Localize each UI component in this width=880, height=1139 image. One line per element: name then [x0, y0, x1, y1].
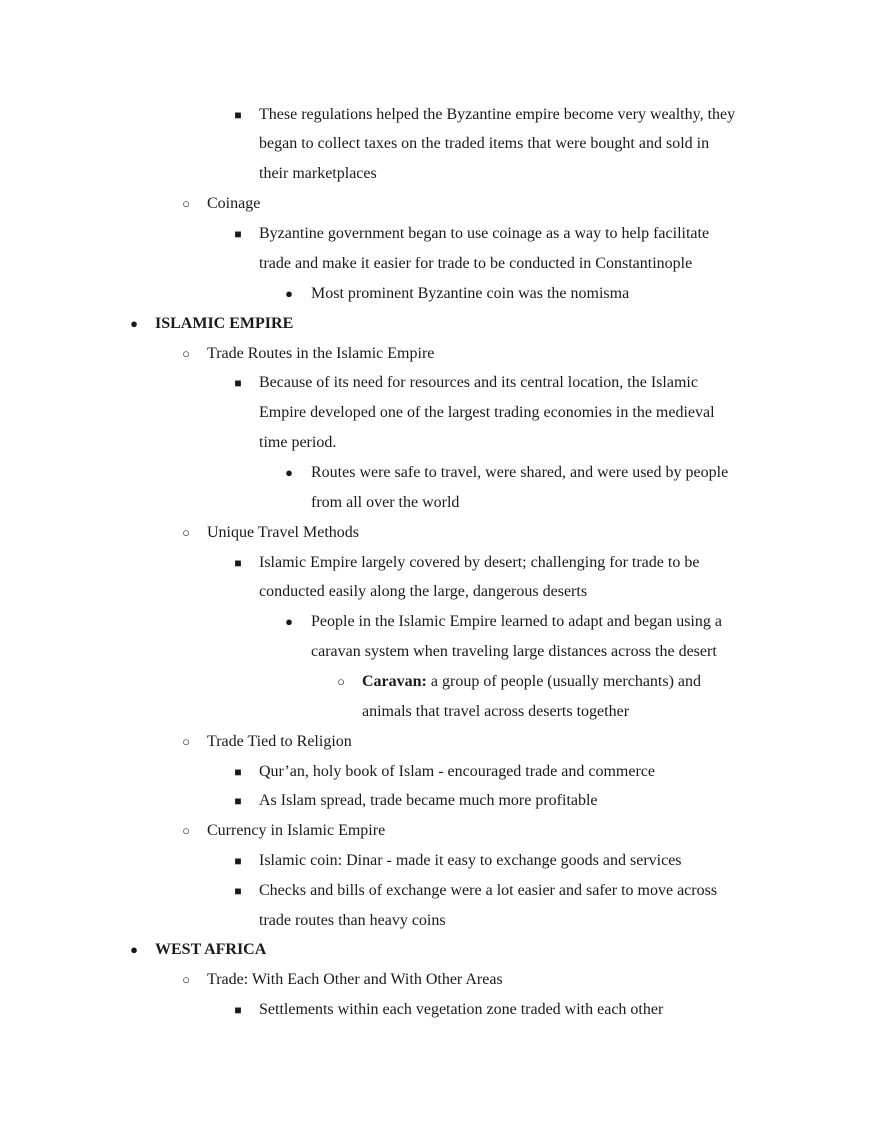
list-item-continuation: time period.	[259, 434, 337, 451]
list-item-continuation: from all over the world	[311, 494, 460, 511]
square-bullet-icon: ■	[234, 227, 242, 241]
list-item-byzantine-regulations: These regulations helped the Byzantine empire become very wealthy, they	[259, 106, 736, 123]
circle-bullet-icon: ○	[182, 972, 190, 987]
list-item-continuation: caravan system when traveling large distances across the desert	[311, 643, 717, 660]
list-item-continuation: trade and make it easier for trade to be conducted in Constantinople	[259, 255, 693, 272]
list-item-religion: Trade Tied to Religion	[207, 733, 352, 750]
section-heading-islamic-empire: ISLAMIC EMPIRE	[155, 315, 294, 332]
section-heading-west-africa: WEST AFRICA	[155, 941, 267, 958]
list-item-quran: Qur’an, holy book of Islam - encouraged trade and commerce	[259, 763, 655, 780]
list-item-continuation: trade routes than heavy coins	[259, 912, 446, 929]
circle-bullet-icon: ○	[182, 525, 190, 540]
list-item-islam-spread: As Islam spread, trade became much more profitable	[259, 792, 598, 809]
caravan-definition-text: a group of people (usually merchants) and	[426, 673, 702, 690]
list-item-currency: Currency in Islamic Empire	[207, 822, 386, 839]
square-bullet-icon: ■	[234, 1003, 242, 1017]
disc-bullet-icon: ●	[285, 286, 293, 301]
disc-bullet-icon: ●	[285, 465, 293, 480]
list-item-safe-routes: Routes were safe to travel, were shared, and were used by people	[311, 464, 729, 481]
circle-bullet-icon: ○	[182, 823, 190, 838]
disc-bullet-icon: ●	[130, 316, 138, 331]
disc-bullet-icon: ●	[130, 942, 138, 957]
circle-bullet-icon: ○	[337, 674, 345, 689]
list-item-central-location: Because of its need for resources and its central location, the Islamic	[259, 374, 698, 391]
circle-bullet-icon: ○	[182, 196, 190, 211]
square-bullet-icon: ■	[234, 794, 242, 808]
list-item-unique-travel: Unique Travel Methods	[207, 524, 359, 541]
list-item-byzantine-government: Byzantine government began to use coinage as a way to help facilitate	[259, 225, 710, 242]
list-item-dinar: Islamic coin: Dinar - made it easy to exchange goods and services	[259, 852, 682, 869]
caravan-term: Caravan:	[362, 673, 427, 690]
square-bullet-icon: ■	[234, 556, 242, 570]
list-item-desert: Islamic Empire largely covered by desert; challenging for trade to be	[259, 554, 700, 571]
list-item-checks: Checks and bills of exchange were a lot easier and safer to move across	[259, 882, 718, 899]
list-item-caravan-definition	[362, 667, 701, 697]
square-bullet-icon: ■	[234, 884, 242, 898]
list-item-trade-routes: Trade Routes in the Islamic Empire	[207, 345, 435, 362]
disc-bullet-icon: ●	[285, 614, 293, 629]
list-item-continuation: began to collect taxes on the traded items that were bought and sold in	[259, 135, 710, 152]
list-item-continuation: conducted easily along the large, dangerous deserts	[259, 583, 588, 600]
circle-bullet-icon: ○	[182, 734, 190, 749]
list-item-nomisma: Most prominent Byzantine coin was the nomisma	[311, 285, 630, 302]
list-item-trade-each-other: Trade: With Each Other and With Other Areas	[207, 971, 503, 988]
square-bullet-icon: ■	[234, 376, 242, 390]
list-item-continuation: Empire developed one of the largest trading economies in the medieval	[259, 404, 715, 421]
square-bullet-icon: ■	[234, 854, 242, 868]
square-bullet-icon: ■	[234, 765, 242, 779]
list-item-settlements: Settlements within each vegetation zone traded with each other	[259, 1001, 664, 1018]
list-item-continuation: animals that travel across deserts together	[362, 703, 630, 720]
circle-bullet-icon: ○	[182, 346, 190, 361]
list-item-coinage: Coinage	[207, 195, 261, 212]
list-item-continuation: their marketplaces	[259, 165, 377, 182]
list-item-adapt: People in the Islamic Empire learned to adapt and began using a	[311, 613, 722, 630]
square-bullet-icon: ■	[234, 108, 242, 122]
